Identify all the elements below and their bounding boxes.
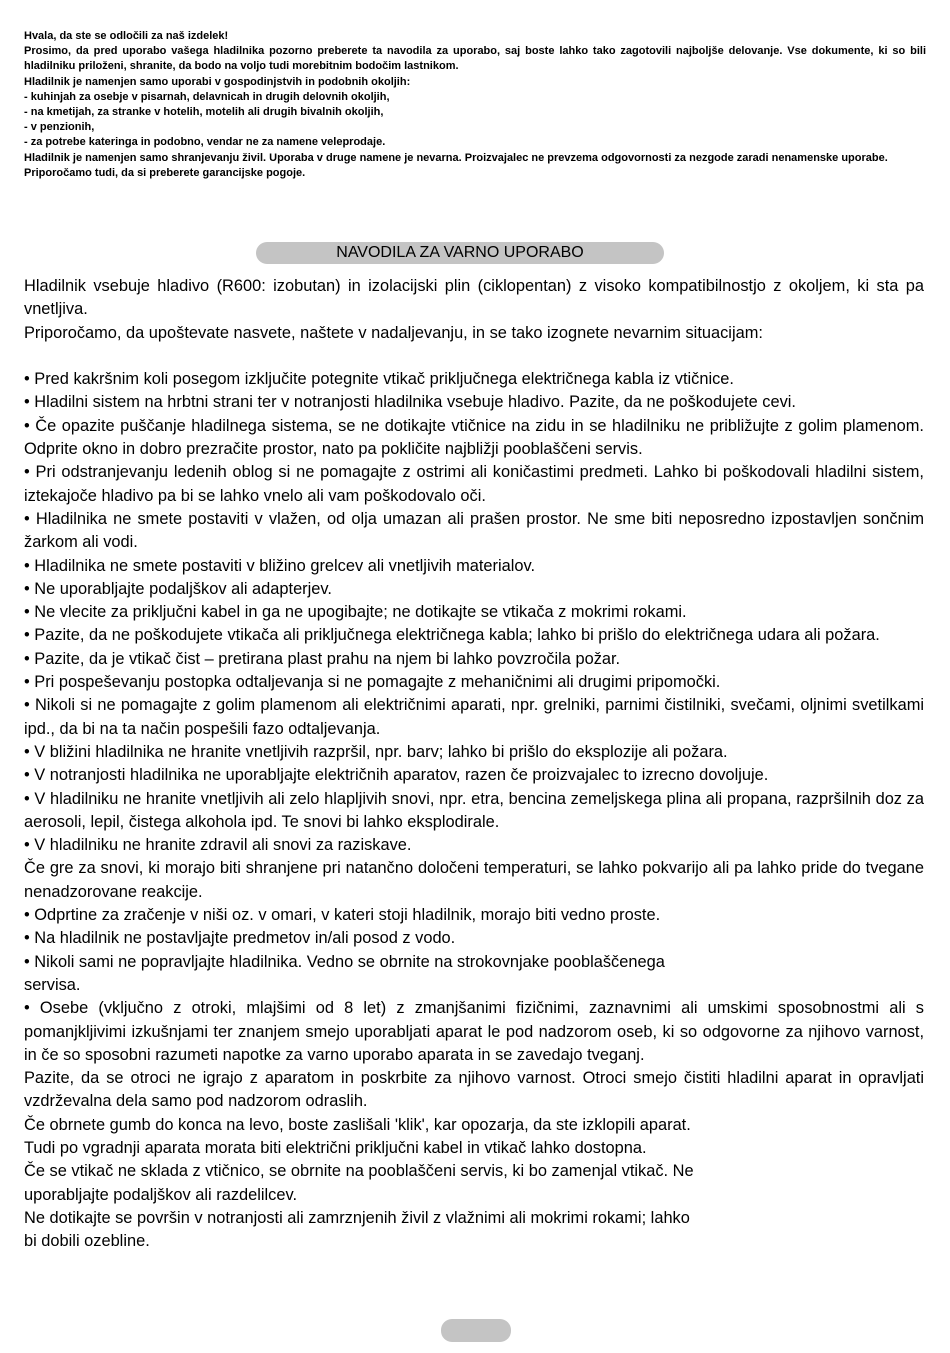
socket-note-line2: uporabljajte podaljškov ali razdelilcev. xyxy=(24,1185,298,1204)
safety-item: • Pazite, da je vtikač čist – pretirana plast prahu na njem bi lahko povzročila požar. xyxy=(24,649,621,668)
safety-item: • Pri odstranjevanju ledenih oblog si ne pomagajte z ostrimi ali koničastimi predmeti. Lahko bi poškodovali hladilni sistem, iztekajoče hladivo pa bi se lahko vnelo ali vam poškodovalo oči. xyxy=(24,463,924,505)
persons-item: • Osebe (vključno z otroki, mlajšimi od 8 let) z zmanjšanimi fizičnimi, zaznavnimi ali umskimi sposobnostmi ali s pomanjkljivimi izkušnjami ter znanjem smejo uporabljati aparat le pod nadzorom oseb, ki so odgovorne za njihovo varnost, in če so sposobni razumeti napotke za varno uporabo aparata in se zavedajo tveganj. xyxy=(24,999,924,1064)
safety-item: • Hladilni sistem na hrbtni strani ter v notranjosti hladilnika vsebuje hladivo. Pazite, da ne poškodujete cevi. xyxy=(24,393,796,412)
refrigerant-paragraph: Hladilnik vsebuje hladivo (R600: izobutan) in izolacijski plin (ciklopentan) z visoko kompatibilnostjo z okoljem, ki sta pa vnetljiva. xyxy=(24,277,924,319)
intro-section xyxy=(24,29,926,181)
use-item: - za potrebe kateringa in podobno, vendar ne za namene veleprodaje. xyxy=(24,136,386,149)
safety-item: • V bližini hladilnika ne hranite vnetljivih razpršil, npr. barv; lahko bi prišlo do eksplozije ali požara. xyxy=(24,742,728,761)
section-title: NAVODILA ZA VARNO UPORABO xyxy=(256,242,664,264)
cable-note: Tudi po vgradnji aparata morata biti električni priključni kabel in vtikač lahko dostopna. xyxy=(24,1138,647,1157)
greeting-text: Hvala, da ste se odločili za naš izdelek! xyxy=(24,30,229,42)
safety-item: • Na hladilnik ne postavljajte predmetov in/ali posod z vodo. xyxy=(24,929,456,948)
safety-item: • Če opazite puščanje hladilnega sistema, se ne dotikajte vtičnice na zidu in se hladilniku ne približujte z golim plamenom. Odprite okno in dobro prezračite prostor, nato pa pokličite najbližji pooblaščeni servis. xyxy=(24,416,924,459)
repair-item-line1: • Nikoli sami ne popravljajte hladilnika. Vedno se obrnite na strokovnjake pooblaščenega xyxy=(24,952,665,971)
safety-item: • Ne uporabljajte podaljškov ali adapterjev. xyxy=(24,579,332,598)
temperature-note: Če gre za snovi, ki morajo biti shranjene pri natančno določeni temperaturi, se lahko pokvarijo ali pa lahko pride do tvegane nenadzorovane reakcije. xyxy=(24,859,924,901)
safety-item: • V hladilniku ne hranite zdravil ali snovi za raziskave. xyxy=(24,836,412,855)
safety-item: • Pri pospeševanju postopka odtaljevanja si ne pomagajte z mehaničnimi ali drugimi pripomočki. xyxy=(24,673,721,692)
warranty-text: Priporočamo tudi, da si preberete garancijske pogoje. xyxy=(24,166,306,179)
recommendation-paragraph: Priporočamo, da upoštevate nasvete, naštete v nadaljevanju, in se tako izognete nevarnim situacijam: xyxy=(24,323,763,342)
use-item: - kuhinjah za osebje v pisarnah, delavnicah in drugih delovnih okoljih, xyxy=(24,90,390,103)
intended-use-text: Hladilnik je namenjen samo uporabi v gospodinjstvih in podobnih okoljih: xyxy=(24,75,411,88)
repair-item-line2: servisa. xyxy=(24,975,81,994)
safety-item: • Odprtine za zračenje v niši oz. v omari, v kateri stoji hladilnik, morajo biti vedno proste. xyxy=(24,906,661,925)
food-only-text: Hladilnik je namenjen samo shranjevanju živil. Uporaba v druge namene je nevarna. Proizvajalec ne prevzema odgovornosti za nezgode zaradi nenamenske uporabe. xyxy=(24,151,888,164)
socket-note-line1: Če se vtikač ne sklada z vtičnico, se obrnite na pooblaščeni servis, ki bo zamenjal vtikač. Ne xyxy=(24,1162,694,1181)
children-note: Pazite, da se otroci ne igrajo z aparatom in poskrbite za njihovo varnost. Otroci smejo čistiti hladilni aparat in opravljati vzdrževalna dela samo pod nadzorom odraslih. xyxy=(24,1069,924,1111)
frozen-note-line2: bi dobili ozebline. xyxy=(24,1232,150,1251)
safety-item: • Ne vlecite za priključni kabel in ga ne upogibajte; ne dotikajte se vtikača z mokrimi rokami. xyxy=(24,603,687,622)
use-item: - v penzionih, xyxy=(24,121,95,134)
page-number-pill xyxy=(441,1319,511,1342)
safety-instructions xyxy=(24,275,924,1253)
please-read-text: Prosimo, da pred uporabo vašega hladilnika pozorno preberete ta navodila za uporabo, saj boste lahko tako zagotovili najboljše delovanje. Vse dokumente, ki so bili hladilniku priloženi, shranite, da bodo na voljo tudi morebitnim bodočim lastnikom. xyxy=(24,45,926,73)
knob-note: Če obrnete gumb do konca na levo, boste zaslišali 'klik', kar opozarja, da ste izklopili aparat. xyxy=(24,1115,691,1134)
safety-item: • Pred kakršnim koli posegom izključite potegnite vtikač priključnega električnega kabla iz vtičnice. xyxy=(24,370,734,389)
safety-item: • V hladilniku ne hranite vnetljivih ali zelo hlapljivih snovi, npr. etra, bencina zemeljskega plina ali propana, razpršilnih doz za aerosoli, lepil, čistega alkohola ipd. Te snovi bi lahko eksplodirale. xyxy=(24,789,924,831)
frozen-note-line1: Ne dotikajte se površin v notranjosti ali zamrznjenih živil z vlažnimi ali mokrimi rokami; lahko xyxy=(24,1208,690,1227)
safety-item: • Nikoli si ne pomagajte z golim plamenom ali električnimi aparati, npr. grelniki, parnimi čistilniki, svečami, oljnimi svetilkami ipd., da bi na ta način pospešili fazo odtaljevanja. xyxy=(24,696,924,738)
safety-item: • Hladilnika ne smete postaviti v bližino grelcev ali vnetljivih materialov. xyxy=(24,556,536,575)
safety-item: • Hladilnika ne smete postaviti v vlažen, od olja umazan ali prašen prostor. Ne sme biti neposredno izpostavljen sončnim žarkom ali vodi. xyxy=(24,509,924,552)
use-item: - na kmetijah, za stranke v hotelih, motelih ali drugih bivalnih okoljih, xyxy=(24,106,384,119)
safety-item: • Pazite, da ne poškodujete vtikača ali priključnega električnega kabla; lahko bi prišlo do električnega udara ali požara. xyxy=(24,626,880,645)
safety-item: • V notranjosti hladilnika ne uporabljajte električnih aparatov, razen če proizvajalec to izrecno dovoljuje. xyxy=(24,766,769,785)
